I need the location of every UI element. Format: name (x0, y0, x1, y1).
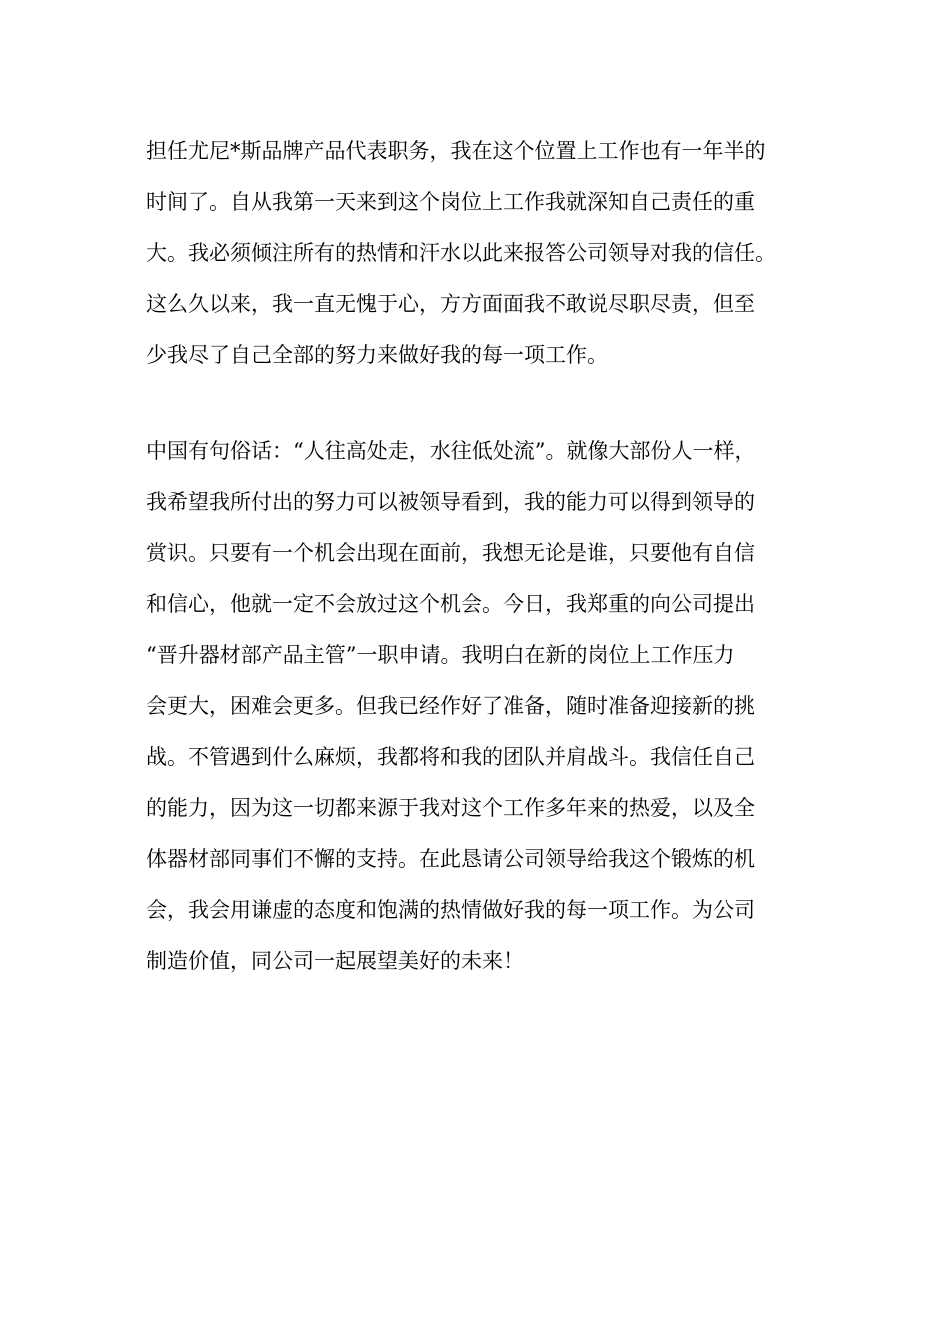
text-line: 会更大，困难会更多。但我已经作好了准备，随时准备迎接新的挑 (146, 694, 755, 718)
text-line: “晋升器材部产品主管”一职申请。我明白在新的岗位上工作压力 (146, 643, 735, 667)
text-line: 我希望我所付出的努力可以被领导看到，我的能力可以得到领导的 (146, 490, 755, 514)
text-line: 担任尤尼*斯品牌产品代表职务，我在这个位置上工作也有一年半的 (146, 139, 766, 163)
paragraph-1 (146, 126, 826, 381)
text-line: 少我尽了自己全部的努力来做好我的每一项工作。 (146, 343, 608, 367)
text-line: 会，我会用谦虚的态度和饱满的热情做好我的每一项工作。为公司 (146, 898, 755, 922)
text-line: 制造价值，同公司一起展望美好的未来！ (146, 949, 524, 973)
text-line: 的能力，因为这一切都来源于我对这个工作多年来的热爱，以及全 (146, 796, 755, 820)
text-line: 大。我必须倾注所有的热情和汗水以此来报答公司领导对我的信任。 (146, 241, 776, 265)
paragraph-2 (146, 426, 826, 987)
text-line: 和信心，他就一定不会放过这个机会。今日，我郑重的向公司提出 (146, 592, 755, 616)
text-line: 这么久以来，我一直无愧于心，方方面面我不敢说尽职尽责，但至 (146, 292, 755, 316)
text-line: 体器材部同事们不懈的支持。在此恳请公司领导给我这个锻炼的机 (146, 847, 755, 871)
text-line: 战。不管遇到什么麻烦，我都将和我的团队并肩战斗。我信任自己 (146, 745, 755, 769)
text-line: 赏识。只要有一个机会出现在面前，我想无论是谁，只要他有自信 (146, 541, 755, 565)
text-line: 中国有句俗话：“人往高处走，水往低处流”。就像大部份人一样， (146, 439, 756, 463)
text-line: 时间了。自从我第一天来到这个岗位上工作我就深知自己责任的重 (146, 190, 755, 214)
